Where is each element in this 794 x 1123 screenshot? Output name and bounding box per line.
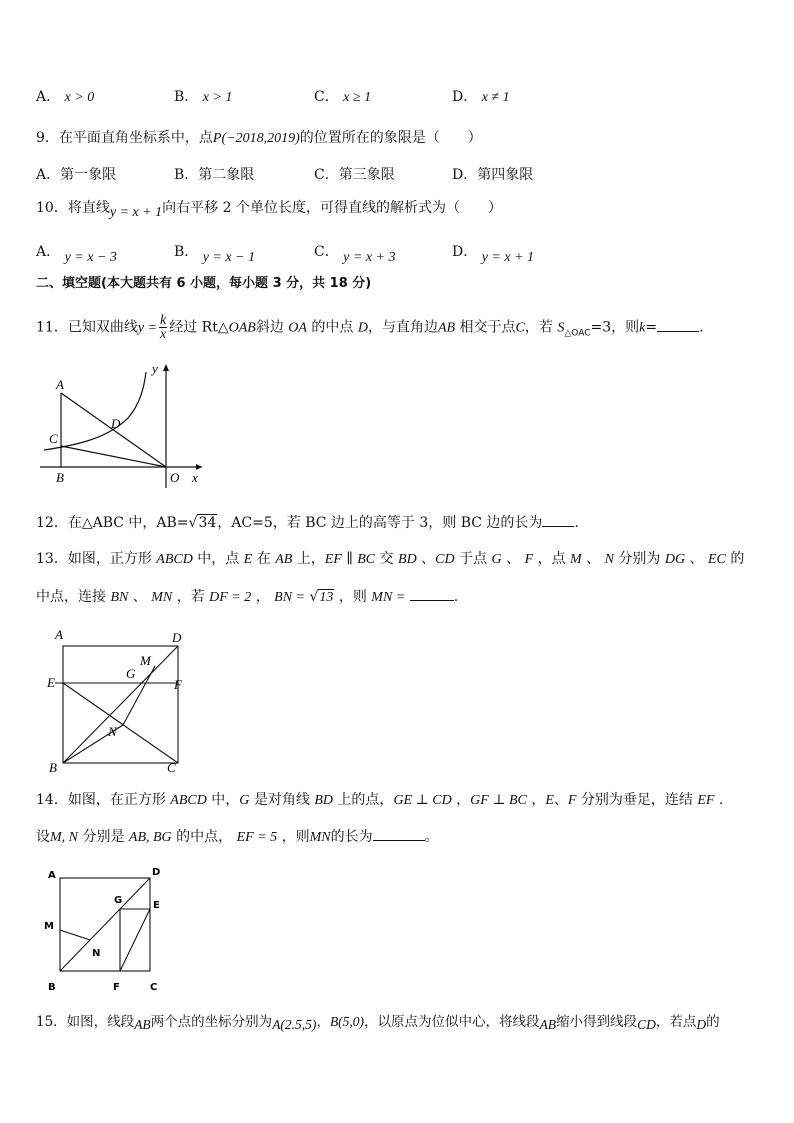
text-run: 、 [416, 551, 436, 567]
text-run: 在 [252, 551, 276, 567]
q13-answer-blank[interactable] [410, 586, 454, 601]
sqrt-13: √13 [309, 589, 334, 605]
q10-option-c: C． y = x + 3 [314, 244, 396, 265]
text-run: ， [526, 792, 546, 808]
text-run: 分别为 [613, 551, 665, 567]
text-run: 、 [501, 551, 525, 567]
segment-ec [63, 683, 178, 763]
text-run: 上的点， [332, 792, 394, 808]
q14-figure [40, 862, 175, 994]
q9-stem: 9．在平面直角坐标系中，点P(−2018,2019)的位置所在的象限是（ ） [36, 130, 482, 146]
label-b: B [48, 982, 56, 993]
label-c: C [167, 760, 176, 775]
label-g: G [114, 895, 123, 906]
label-b: B [56, 470, 64, 485]
text-run: G [491, 552, 502, 567]
label-y: y [152, 361, 158, 376]
q13-line-2: 中点，连接 BN 、 MN ，若 DF = 2 ， BN = √13 ，则 MN = . [36, 586, 458, 608]
text-run: 的 [725, 551, 745, 567]
text-run: 14．如图，在正方形 [36, 792, 171, 808]
text-run: 13．如图，正方形 [36, 551, 157, 567]
label-e: E [47, 675, 55, 690]
text-run: 中， [206, 792, 240, 808]
q14-answer-blank[interactable] [373, 826, 425, 841]
label-c: C [150, 982, 158, 993]
label-f: F [113, 982, 120, 993]
text-run: M [570, 552, 582, 567]
label-m: M [140, 653, 151, 668]
label-m: M [44, 921, 54, 932]
q14-line-1 [36, 790, 723, 811]
text-run: AB [275, 552, 293, 567]
q8-option-b: B． x > 1 [174, 89, 233, 105]
q9-option-b: B．第二象限 [174, 167, 255, 183]
text-run: DG [664, 552, 686, 567]
label-o: O [170, 470, 180, 485]
q9-option-d: D．第四象限 [452, 167, 534, 183]
label-d: D [172, 630, 182, 645]
text-run: 上， [292, 551, 325, 567]
q11-fraction: $\frac{k}{x}$ [160, 313, 167, 342]
q8-option-a: A． x > 0 [36, 89, 95, 105]
q11-figure [36, 360, 211, 490]
label-g: G [126, 666, 136, 681]
text-run: ABCD [170, 793, 207, 808]
text-run: G [239, 793, 250, 808]
q10-option-b: B． y = x − 1 [174, 244, 256, 265]
text-run: 中，点 [192, 551, 244, 567]
q12-answer-blank[interactable] [542, 512, 574, 527]
text-run: E [545, 793, 554, 808]
section-title: 二、填空题(本大题共有 6 小题，每小题 3 分，共 18 分) [36, 276, 372, 291]
label-e: E [153, 900, 160, 911]
text-run: GE ⊥ CD [393, 793, 452, 808]
label-d: D [152, 867, 161, 878]
q9-option-a: A．第一象限 [36, 167, 117, 183]
text-run: E [243, 552, 253, 567]
q13-line-1 [36, 549, 744, 570]
q12-stem: 12．在△ABC 中，AB=√34，AC=5，若 BC 边上的高等于 3，则 BC 边的长为 . [36, 512, 579, 533]
text-run: 分别为垂足，连结 [576, 792, 698, 808]
q11-stem: 11．已知双曲线y = $\frac{k}{x}$ 经过 Rt△OAB斜边 OA 的中点 D，与直角边AB 相交于点C，若 $S_{\triangle OAC}=3$，则k= . [36, 313, 704, 342]
label-d: D [111, 416, 121, 431]
text-run: ∥ [341, 551, 358, 567]
q15-stem: 15．如图，线段AB两个点的坐标分别为A(2.5,5)，B(5,0)，以原点为位似中心，将线段AB缩小得到线段CD，若点D的 [36, 1014, 720, 1032]
text-run: CD [435, 552, 455, 567]
text-run: BD [398, 552, 417, 567]
q13-figure [45, 628, 195, 776]
text-run: GF ⊥ BC [470, 793, 527, 808]
segment-ef [120, 909, 150, 971]
text-run: BC [357, 552, 376, 567]
label-x: x [192, 470, 198, 485]
text-run: EF [697, 793, 715, 808]
label-f: F [174, 677, 182, 692]
text-run: 于点 [454, 551, 492, 567]
q11-answer-blank[interactable] [657, 317, 699, 332]
q10-option-d: D． y = x + 1 [452, 244, 535, 265]
label-b: B [49, 760, 57, 775]
q8-option-d: D． x ≠ 1 [452, 89, 510, 105]
label-a: A [56, 377, 64, 392]
q14-line-2: 设M, N 分别是 AB, BG 的中点， EF = 5 ，则MN的长为 。 [36, 826, 439, 848]
diagonal-bd [60, 878, 150, 971]
label-n: N [92, 948, 101, 959]
text-run: 是对角线 [249, 792, 315, 808]
label-a: A [55, 627, 63, 642]
label-c: C [49, 431, 58, 446]
q9-option-c: C．第三象限 [314, 167, 395, 183]
text-run: BD [314, 793, 333, 808]
q10-stem: 10．将直线y = x + 1向右平移 2 个单位长度，可得直线的解析式为（ ） [36, 200, 502, 220]
text-run: 、 [553, 792, 568, 808]
text-run: F [524, 552, 534, 567]
text-run: ， [451, 792, 471, 808]
text-run: ABCD [156, 552, 193, 567]
label-n: N [108, 724, 117, 739]
sqrt-34: √34 [188, 515, 217, 531]
text-run: N [604, 552, 614, 567]
q8-option-c: C． x ≥ 1 [314, 89, 372, 105]
text-run: F [567, 793, 577, 808]
label-a: A [48, 870, 56, 881]
text-run: 、 [581, 551, 605, 567]
text-run: 、 [685, 551, 708, 567]
segment-mn [60, 930, 90, 940]
text-run: . [714, 792, 724, 808]
text-run: ，点 [533, 551, 571, 567]
text-run: EC [708, 552, 726, 567]
diagonal-bd [63, 646, 178, 763]
text-run: 交 [375, 551, 399, 567]
q10-option-a: A． y = x − 3 [36, 244, 117, 265]
text-run: EF [324, 552, 342, 567]
